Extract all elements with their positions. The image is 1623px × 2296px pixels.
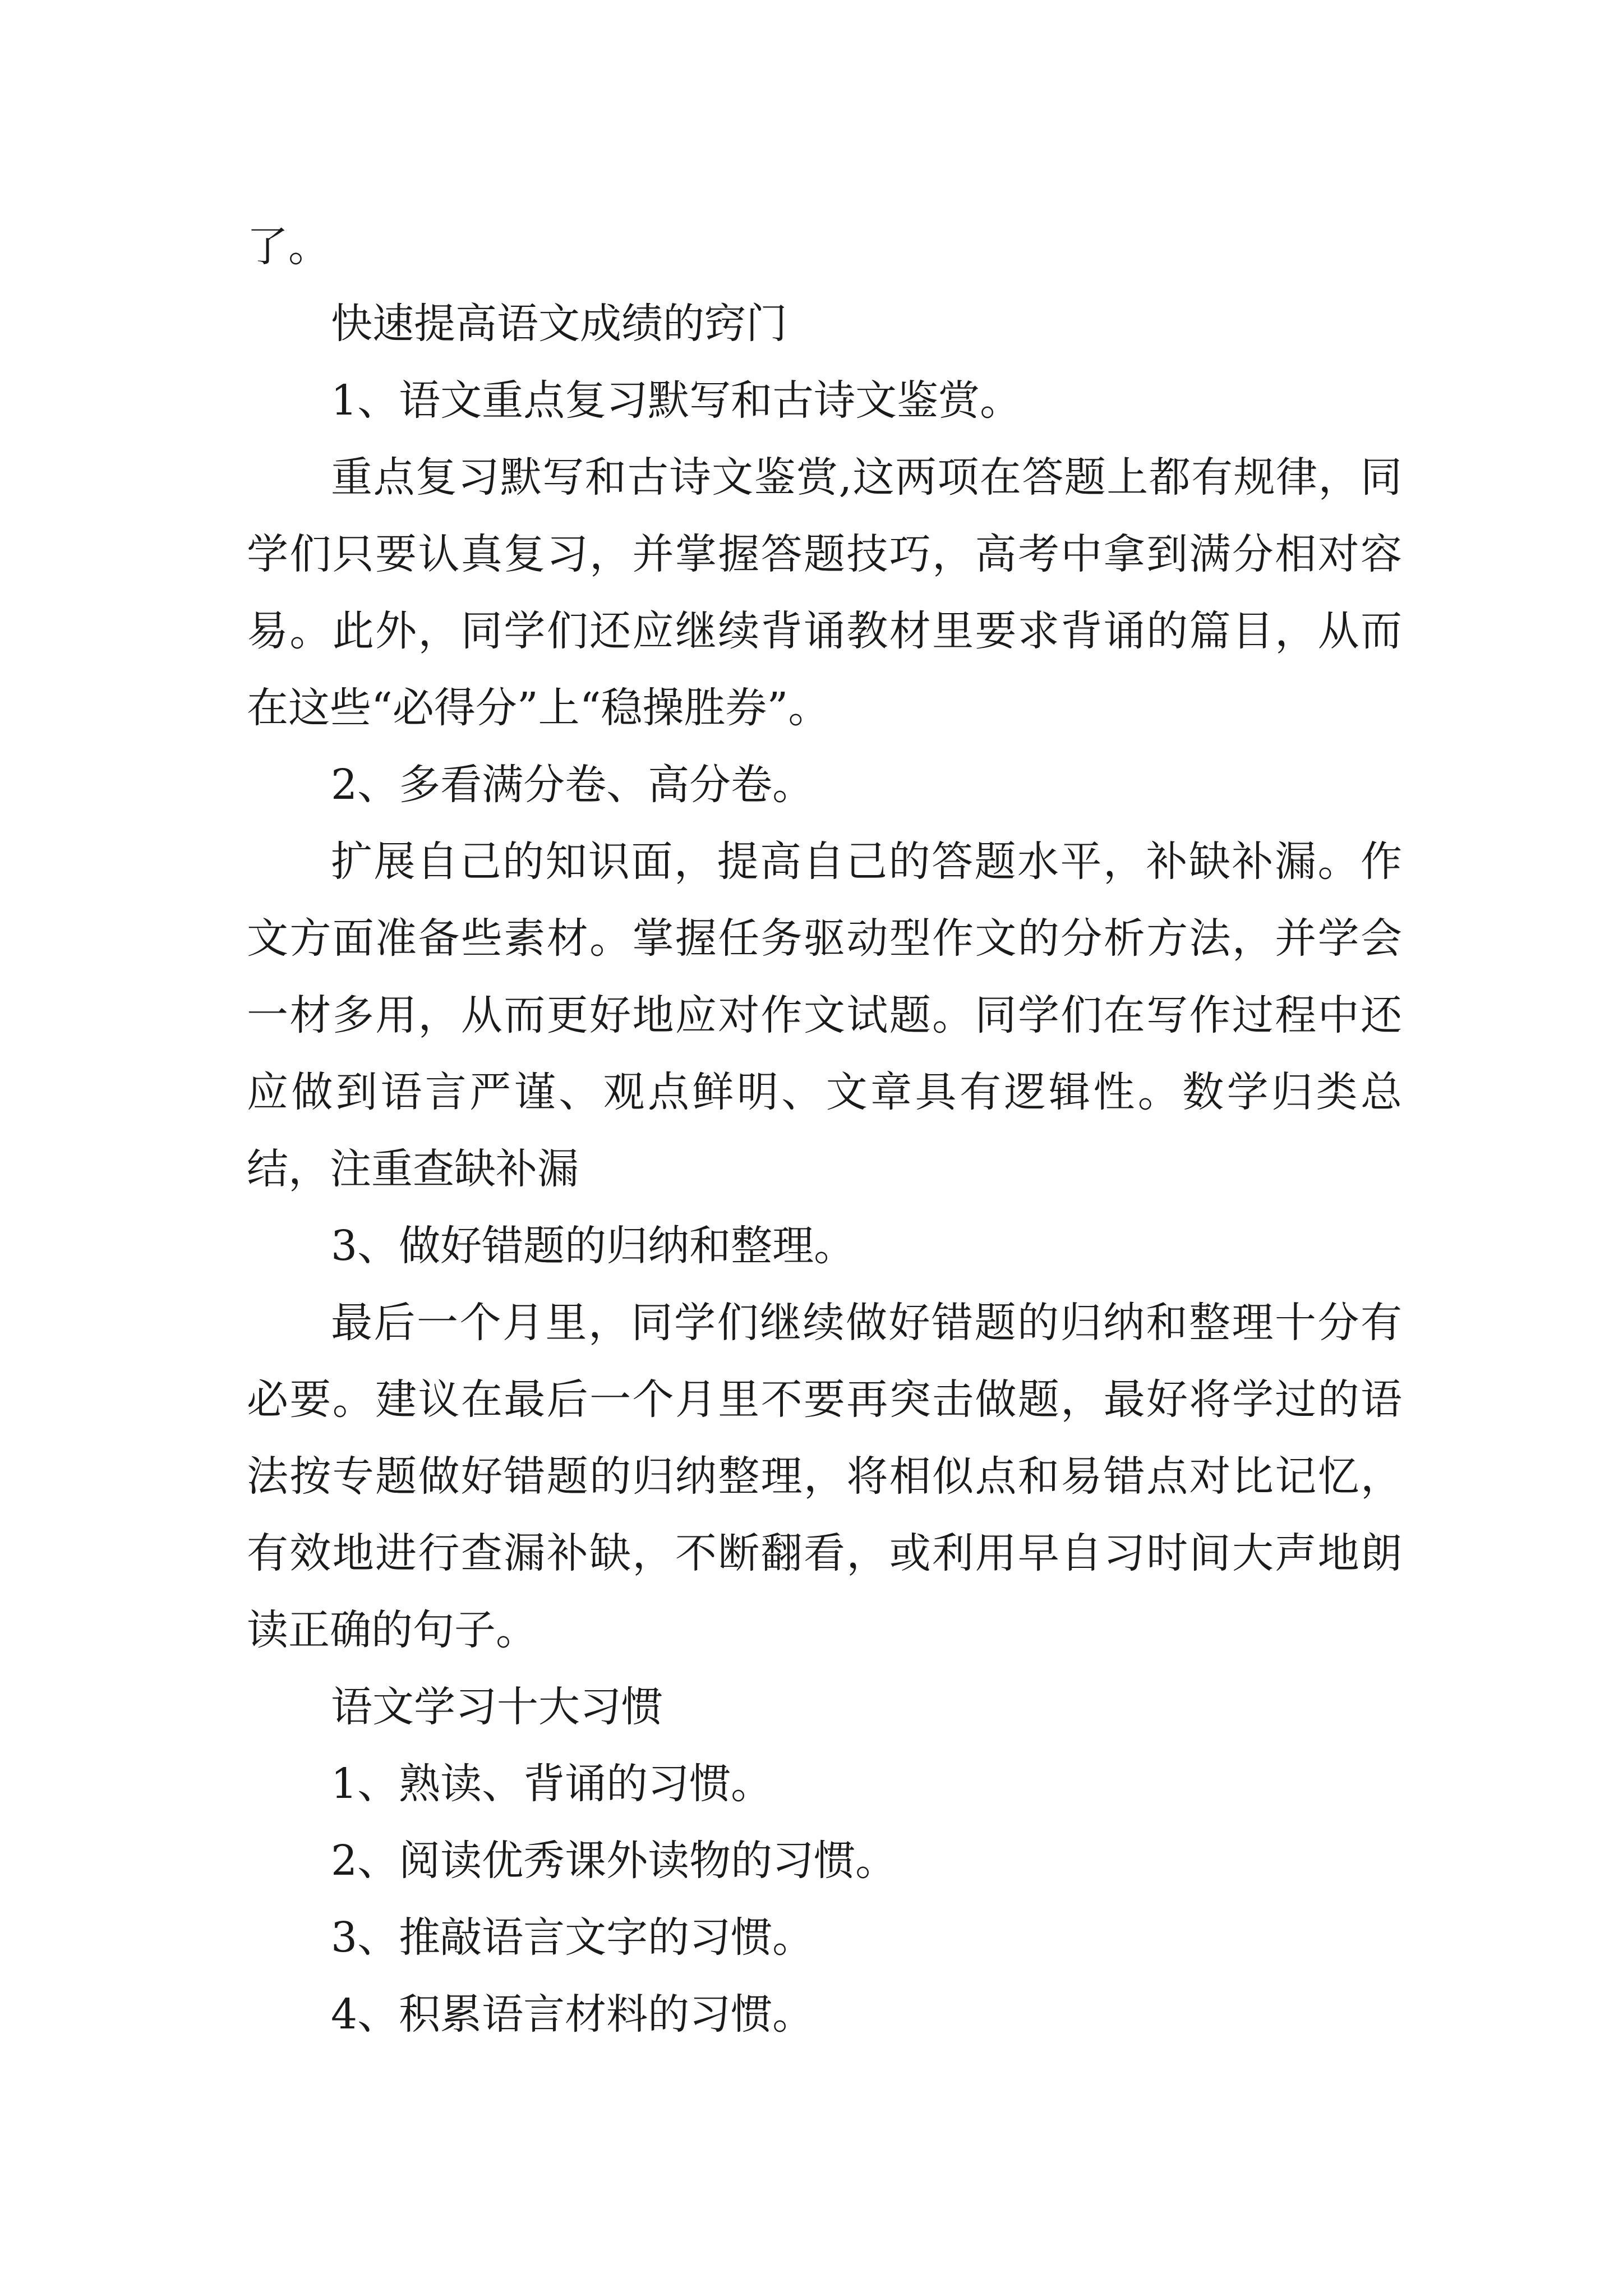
habit-2: 2、阅读优秀课外读物的习惯。: [331, 1837, 897, 1885]
habit-1: 1、熟读、背诵的习惯。: [331, 1760, 773, 1808]
section-heading-habits: 语文学习十大习惯: [331, 1683, 663, 1731]
section-heading-tips: 快速提高语文成绩的窍门: [331, 300, 787, 348]
tip-3-heading: 3、做好错题的归纳和整理。: [331, 1222, 856, 1270]
tip-2-body: 扩展自己的知识面，提高自己的答题水平，补缺补漏。作文方面准备些素材。掌握任务驱动型作文的分析方法，并学会一材多用，从而更好地应对作文试题。同学们在写作过程中还应做到语言严谨、观点鲜明、文章具有逻辑性。数学归类总结，注重查缺补漏: [247, 838, 1402, 1193]
document-body: [247, 209, 1402, 2053]
tip-1-heading: 1、语文重点复习默写和古诗文鉴赏。: [331, 376, 1022, 425]
tip-2-heading: 2、多看满分卷、高分卷。: [331, 761, 814, 809]
paragraph-continuation: 了。: [247, 223, 330, 271]
habit-4: 4、积累语言材料的习惯。: [331, 1990, 814, 2039]
tip-1-body: 重点复习默写和古诗文鉴赏,这两项在答题上都有规律，同学们只要认真复习，并掌握答题技巧，高考中拿到满分相对容易。此外，同学们还应继续背诵教材里要求背诵的篇目，从而在这些“必得分”上“稳操胜券”。: [247, 453, 1402, 732]
habit-3: 3、推敲语言文字的习惯。: [331, 1913, 814, 1962]
tip-3-body: 最后一个月里，同学们继续做好错题的归纳和整理十分有必要。建议在最后一个月里不要再突击做题，最好将学过的语法按专题做好错题的归纳整理，将相似点和易错点对比记忆，有效地进行查漏补缺，不断翻看，或利用早自习时间大声地朗读正确的句子。: [247, 1299, 1402, 1654]
